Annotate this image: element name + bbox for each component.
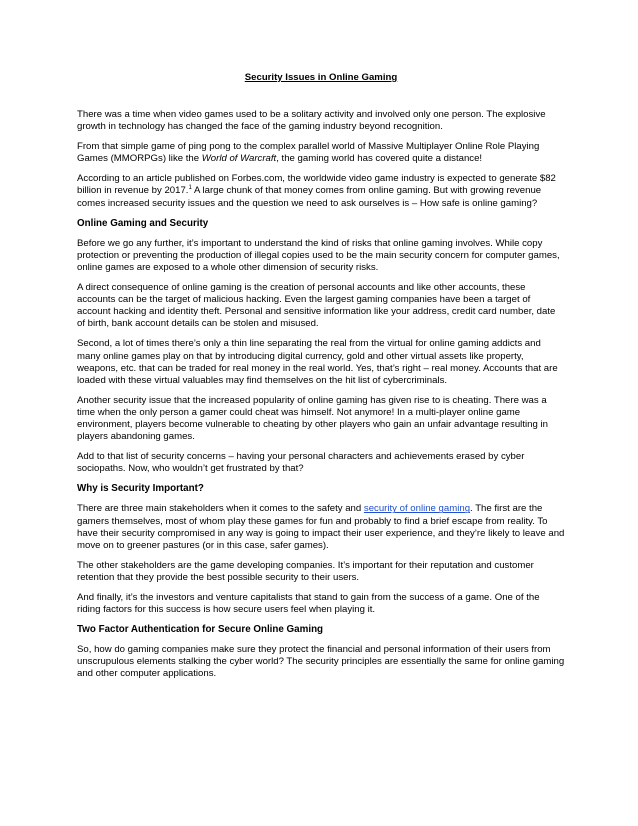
section1-paragraph-2: A direct consequence of online gaming is the creation of personal accounts and like other accounts, these accounts can be the target of malicious hacking. Even the largest gaming companies have been a target of account hacking and identity theft. Personal and sensitive information like your address, credit card number, date of birth, bank account details can be stolen and misused.	[77, 282, 556, 330]
section1-paragraph-3: Second, a lot of times there’s only a thin line separating the real from the virtual for online gaming addicts and many online games play on that by introducing digital currency, gold and other virtual assets like property, weapons, etc. that can be traded for real money in the real world. Yes, that’s right – real money. Accounts that are loaded with these virtual valuables may find themselves on the hit list of cybercriminals.	[77, 338, 558, 386]
security-of-online-gaming-link[interactable]: security of online gaming	[363, 503, 471, 515]
section-heading-online-gaming-security: Online Gaming and Security	[77, 217, 209, 229]
section2-paragraph-1-end: . The first are the gamers themselves, most of whom play these games for fun and probably to find a brief escape from reality. To have their security compromised in any way is going to impact their user experience, and they’re likely to leave and move on to greener pastures (or in this case, safer games).	[77, 503, 565, 551]
intro-paragraph-1: There was a time when video games used to be a solitary activity and involved only one person. The explosive growth in technology has changed the face of the gaming industry beyond recognition.	[77, 109, 546, 133]
section3-paragraph-1: So, how do gaming companies make sure they protect the financial and personal information of their users from unscrupulous elements stalking the cyber world? The security principles are essentially the same for online gaming and other computer applications.	[77, 644, 565, 680]
section2-paragraph-2: The other stakeholders are the game developing companies. It’s important for their reputation and customer retention that they provide the best possible security to their users.	[77, 559, 534, 583]
section-heading-why-security: Why is Security Important?	[77, 483, 204, 495]
intro-paragraph-2	[77, 141, 565, 165]
intro-paragraph-2-end: , the gaming world has covered quite a distance!	[276, 153, 483, 165]
section2-paragraph-1-start: There are three main stakeholders when it comes to the safety and	[77, 503, 364, 515]
game-title-italic: World of Warcraft	[201, 153, 277, 165]
intro-paragraph-3-start: According to an article published on Forbes.com, the worldwide video game industry is expected to generate $82 billion in revenue by 2017.	[77, 173, 556, 197]
section2-paragraph-3: And finally, it’s the investors and venture capitalists that stand to gain from the success of a game. One of the riding factors for this success is how secure users feel when playing it.	[77, 592, 540, 616]
footnote-marker: 1	[188, 185, 192, 192]
section-heading-two-factor: Two Factor Authentication for Secure Online Gaming	[77, 624, 324, 636]
section1-paragraph-5: Add to that list of security concerns – having your personal characters and achievements erased by cyber sociopaths. Now, who wouldn’t get frustrated by that?	[77, 451, 525, 475]
intro-paragraph-3	[77, 173, 565, 209]
document-body	[77, 72, 565, 689]
section1-paragraph-4: Another security issue that the increased popularity of online gaming has given rise to is cheating. There was a time when the only person a gamer could cheat was himself. Not anymore! In a multi-player online game environment, players become vulnerable to cheating by other players who gain an unfair advantage resulting in players abandoning games.	[77, 394, 548, 443]
document-title: Security Issues in Online Gaming	[244, 72, 398, 83]
section1-paragraph-1: Before we go any further, it’s important to understand the kind of risks that online gaming involves. While copy protection or preventing the production of illegal copies used to be the main security concern for computer games, online games are exposed to a whole other dimension of security risks.	[77, 237, 560, 273]
section2-paragraph-1	[77, 503, 565, 551]
intro-paragraph-3-end: A large chunk of that money comes from online gaming. But with growing revenue comes increased security issues and the question we need to ask ourselves is – How safe is online gaming?	[77, 185, 542, 209]
intro-paragraph-2-start: From that simple game of ping pong to the complex parallel world of Massive Multiplayer Online Role Playing Games (MMORPGs) like the	[77, 141, 540, 165]
